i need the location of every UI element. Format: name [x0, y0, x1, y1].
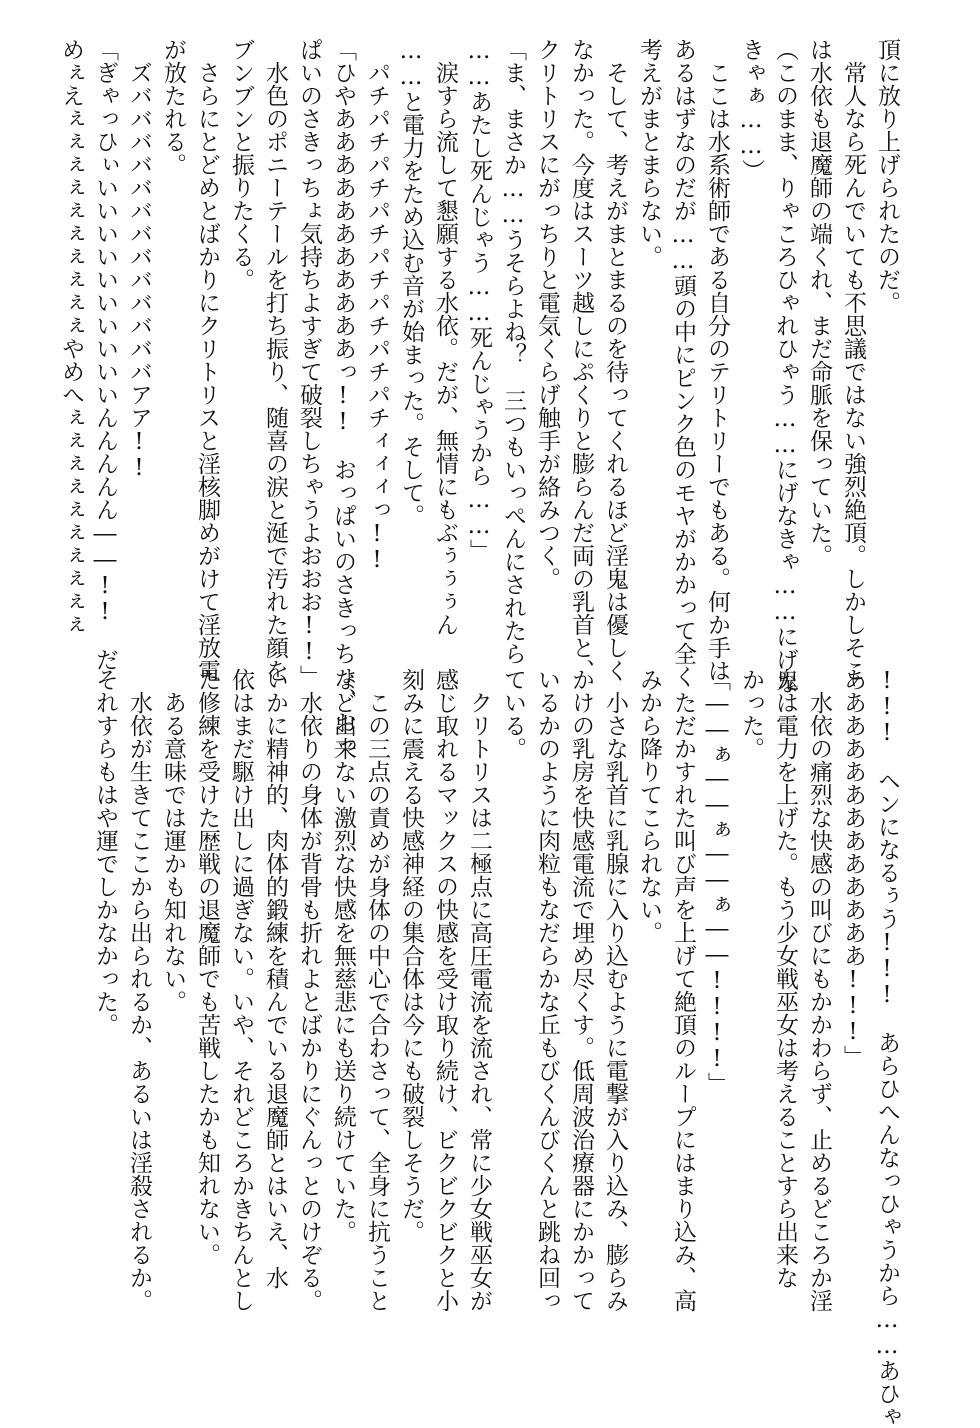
lower-text-line: !!! ヘンになるぅう!!! あらひへんなっひゃうから……あひゃ	[874, 668, 900, 1428]
upper-text-line: 常人なら死んでいても不思議ではない強烈絶頂。しかしそこ	[840, 38, 866, 682]
lower-text-line: かった。	[738, 668, 764, 760]
lower-text-line: かけの乳房を快感電流で埋め尽くす。低周波治療器にかかって	[568, 668, 594, 1312]
upper-text-line: めぇえぇぇぇぇぇぇぇぇぇぇやめへぇぇぇぇぇぇぇぇぇぇ	[58, 38, 84, 636]
lower-text-line: あああああああああああああ!!!」	[840, 668, 866, 1068]
upper-text-line: 水色のポニーテールを打ち振り、随喜の涙と涎で汚れた顔を	[262, 38, 288, 682]
upper-text-line: は水依も退魔師の端くれ、まだ命脈を保っていた。	[806, 38, 832, 567]
upper-text-line: クリトリスにがっちりと電気くらげ触手が絡みつく。	[534, 38, 560, 590]
lower-text-line: 依はまだ駆け出しに過ぎない。いや、それどころかきちんとし	[228, 668, 254, 1312]
lower-text-line: いかに精神的、肉体的鍛練を積んでいる退魔師とはいえ、水	[262, 668, 288, 1289]
upper-text-line: 「ま、まさか……うそらよね？ 三つもいっぺんにされたら	[500, 38, 526, 665]
lower-text-line: 水依の痛烈な快感の叫びにもかかわらず、止めるどころか淫	[806, 668, 832, 1312]
lower-text-line: 「――ぁ――ぁ――ぁ――!!!!」	[704, 668, 730, 1095]
lower-text-line: みから降りてこられない。	[636, 668, 662, 944]
lower-text-line: 水依が生きてここから出られるか、あるいは淫殺されるか。	[126, 668, 152, 1312]
lower-text-line: 感じ取れるマックスの快感を受け取り続け、ビクビクビクと小	[432, 668, 458, 1312]
upper-text-line: 「ぎゃっひぃいいいいいいいいいいんんんんん――!! だ	[92, 38, 118, 671]
upper-text-line: が放たれる。	[160, 38, 186, 176]
upper-text-line: ブンブンと振りたくる。	[228, 38, 254, 291]
upper-text-line: 頂に放り上げられたのだ。	[874, 38, 900, 314]
upper-text-line: さらにとどめとばかりにクリトリスと淫核脚めがけて淫放電	[194, 38, 220, 682]
lower-text-line: クリトリスは二極点に高圧電流を流され、常に少女戦巫女が	[466, 668, 492, 1312]
lower-text-line: ている。	[500, 668, 526, 760]
lower-text-line: それすらもはや運でしかなかった。	[92, 668, 118, 1036]
lower-text-line: 水依りの身体が背骨も折れよとばかりにぐんっとのけぞる。	[296, 668, 322, 1312]
upper-text-line: きゃぁ……）	[738, 38, 764, 182]
upper-text-line: なかった。今度はスーツ越しにぷくりと膨らんだ両の乳首と、	[568, 38, 594, 682]
upper-text-line: ここは水系術師である自分のテリトリーでもある。何か手は	[704, 38, 730, 682]
upper-text-line: パチパチパチパチパチパチパチパチィィィっ!!	[364, 38, 390, 573]
upper-text-line: あるはずなのだが……頭の中にピンク色のモヤがかかって全く	[670, 38, 696, 688]
upper-text-line: ……と電力をため込む音が始まった。そして。	[398, 38, 424, 527]
upper-text-line: ……あたし死んじゃう……死んじゃうから……」	[466, 38, 492, 562]
lower-text-block	[74, 668, 904, 1428]
lower-text-line: いるかのように肉粒もなだらかな丘もびくんびくんと跳ね回っ	[534, 668, 560, 1312]
upper-text-line: ぱいのさきっちょ気持ちよすぎて破裂しちゃうよおおお!!」	[296, 38, 322, 688]
lower-text-line: ある意味では運かも知れない。	[160, 668, 186, 1013]
lower-text-line: ただかすれた叫び声を上げて絶頂のループにはまり込み、高	[670, 668, 696, 1312]
lower-text-line: 刻みに震える快感神経の集合体は今にも破裂しそうだ。	[398, 668, 424, 1243]
upper-text-line: そして、考えがまとまるのを待ってくれるほど淫鬼は優しく	[602, 38, 628, 682]
upper-text-line: ズバババババババババババババアア!!	[126, 38, 152, 481]
upper-text-line: （このまま、りゃころひゃれひゃう……にげなきゃ……にげな	[772, 38, 798, 694]
upper-text-line: 「ひやあああああああああああっ!! おっぱいのさきっちょ、おっ	[330, 38, 356, 757]
lower-text-line: た修練を受けた歴戦の退魔師でも苦戦したかも知れない。	[194, 668, 220, 1266]
lower-text-line: 鬼は電力を上げた。もう少女戦巫女は考えることすら出来な	[772, 668, 798, 1289]
upper-text-line: 涙すら流して懇願する水依。だが、無情にもぶぅぅぅん	[432, 38, 458, 636]
lower-text-line: など出来ない激烈な快感を無慈悲にも送り続けていた。	[330, 668, 356, 1243]
lower-text-line: この三点の責めが身体の中心で合わさって、全身に抗うこと	[364, 668, 390, 1312]
upper-text-line: 考えがまとまらない。	[636, 38, 662, 268]
lower-text-line: 小さな乳首に乳腺に入り込むように電撃が入り込み、膨らみ	[602, 668, 628, 1312]
